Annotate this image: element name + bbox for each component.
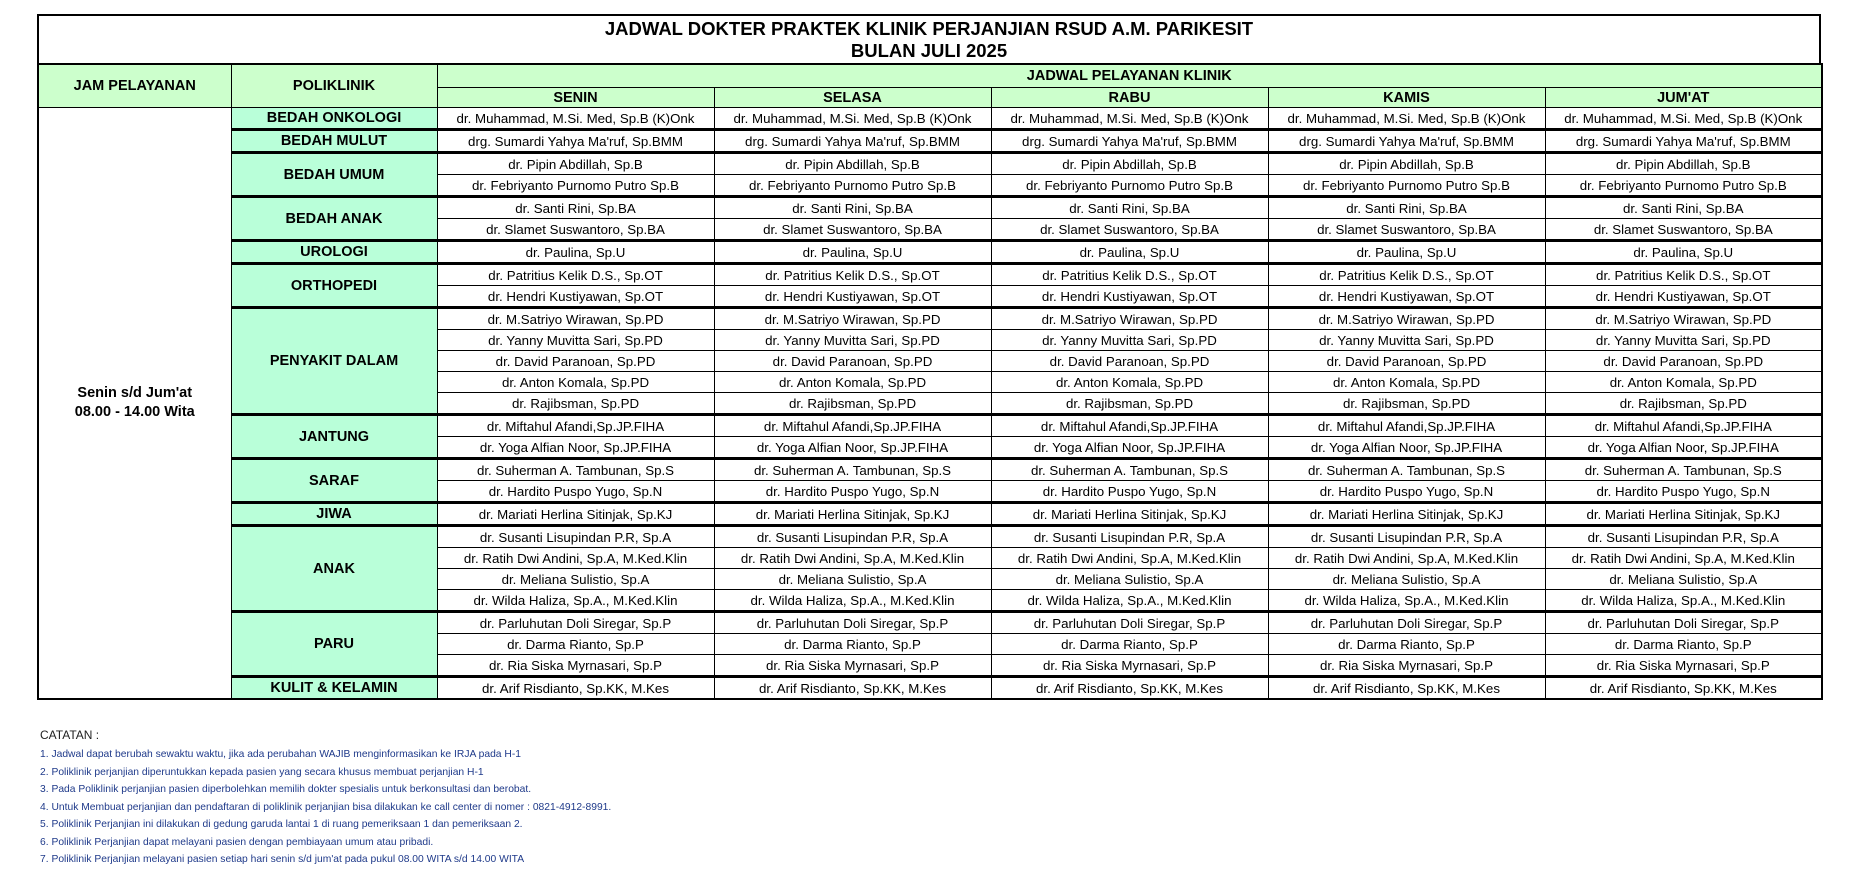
doctor-cell: dr. M.Satriyo Wirawan, Sp.PD xyxy=(1268,308,1545,330)
header-day: KAMIS xyxy=(1268,88,1545,108)
doctor-cell: dr. Febriyanto Purnomo Putro Sp.B xyxy=(1268,175,1545,197)
clinic-name: KULIT & KELAMIN xyxy=(231,677,437,700)
note-item: 3. Pada Poliklinik perjanjian pasien diperbolehkan memilih dokter spesialis untuk berkonsultasi dan berobat. xyxy=(40,784,532,795)
doctor-cell: dr. Paulina, Sp.U xyxy=(437,241,714,264)
clinic-name: SARAF xyxy=(231,459,437,503)
doctor-cell: dr. Parluhutan Doli Siregar, Sp.P xyxy=(437,612,714,634)
doctor-cell: dr. Meliana Sulistio, Sp.A xyxy=(1545,569,1822,590)
doctor-cell: dr. Darma Rianto, Sp.P xyxy=(1268,634,1545,655)
doctor-cell: dr. Slamet Suswantoro, Sp.BA xyxy=(1268,219,1545,241)
doctor-cell: dr. Anton Komala, Sp.PD xyxy=(1268,372,1545,393)
doctor-cell: dr. Yanny Muvitta Sari, Sp.PD xyxy=(437,330,714,351)
doctor-cell: dr. Rajibsman, Sp.PD xyxy=(991,393,1268,415)
schedule-sheet xyxy=(37,14,1821,700)
doctor-cell: dr. Muhammad, M.Si. Med, Sp.B (K)Onk xyxy=(991,108,1268,130)
clinic-name: JANTUNG xyxy=(231,415,437,459)
doctor-cell: dr. Anton Komala, Sp.PD xyxy=(437,372,714,393)
doctor-cell: dr. Arif Risdianto, Sp.KK, M.Kes xyxy=(714,677,991,700)
doctor-cell: dr. Yoga Alfian Noor, Sp.JP.FIHA xyxy=(437,437,714,459)
doctor-cell: dr. David Paranoan, Sp.PD xyxy=(991,351,1268,372)
doctor-cell: dr. Ratih Dwi Andini, Sp.A, M.Ked.Klin xyxy=(1268,548,1545,569)
doctor-cell: dr. Ria Siska Myrnasari, Sp.P xyxy=(714,655,991,677)
doctor-cell: dr. Yoga Alfian Noor, Sp.JP.FIHA xyxy=(1545,437,1822,459)
doctor-cell: dr. Yoga Alfian Noor, Sp.JP.FIHA xyxy=(1268,437,1545,459)
doctor-cell: dr. David Paranoan, Sp.PD xyxy=(437,351,714,372)
note-item: 6. Poliklinik Perjanjian dapat melayani pasien dengan pembiayaan umum atau pribadi. xyxy=(40,836,434,848)
table-row xyxy=(38,677,1822,700)
doctor-cell: dr. Susanti Lisupindan P.R, Sp.A xyxy=(1545,526,1822,548)
note-item: 4. Untuk Membuat perjanjian dan pendaftaran di poliklinik perjanjian bisa dilakukan ke call center di nomer : 0821-4912-8991. xyxy=(40,801,612,813)
doctor-cell: dr. Hardito Puspo Yugo, Sp.N xyxy=(714,481,991,503)
doctor-cell: dr. Pipin Abdillah, Sp.B xyxy=(991,153,1268,175)
doctor-cell: dr. Parluhutan Doli Siregar, Sp.P xyxy=(991,612,1268,634)
doctor-cell: dr. Suherman A. Tambunan, Sp.S xyxy=(991,459,1268,481)
doctor-cell: dr. Meliana Sulistio, Sp.A xyxy=(991,569,1268,590)
doctor-cell: dr. Yanny Muvitta Sari, Sp.PD xyxy=(991,330,1268,351)
doctor-cell: dr. Susanti Lisupindan P.R, Sp.A xyxy=(437,526,714,548)
doctor-cell: dr. Arif Risdianto, Sp.KK, M.Kes xyxy=(991,677,1268,700)
doctor-cell: dr. Mariati Herlina Sitinjak, Sp.KJ xyxy=(1268,503,1545,526)
doctor-cell: dr. Meliana Sulistio, Sp.A xyxy=(714,569,991,590)
doctor-cell: dr. M.Satriyo Wirawan, Sp.PD xyxy=(714,308,991,330)
doctor-cell: dr. Hardito Puspo Yugo, Sp.N xyxy=(1545,481,1822,503)
doctor-cell: dr. Hendri Kustiyawan, Sp.OT xyxy=(1545,286,1822,308)
doctor-cell: dr. Wilda Haliza, Sp.A., M.Ked.Klin xyxy=(714,590,991,612)
doctor-cell: dr. Anton Komala, Sp.PD xyxy=(991,372,1268,393)
header-day: SENIN xyxy=(437,88,714,108)
table-row xyxy=(38,526,1822,548)
doctor-cell: dr. Meliana Sulistio, Sp.A xyxy=(437,569,714,590)
doctor-cell: dr. M.Satriyo Wirawan, Sp.PD xyxy=(1545,308,1822,330)
doctor-cell: dr. Slamet Suswantoro, Sp.BA xyxy=(437,219,714,241)
clinic-name: PARU xyxy=(231,612,437,677)
doctor-cell: dr. Anton Komala, Sp.PD xyxy=(714,372,991,393)
doctor-cell: dr. Parluhutan Doli Siregar, Sp.P xyxy=(1545,612,1822,634)
clinic-name: ORTHOPEDI xyxy=(231,264,437,308)
table-row xyxy=(38,130,1822,153)
doctor-cell: dr. Pipin Abdillah, Sp.B xyxy=(1268,153,1545,175)
doctor-cell: dr. Mariati Herlina Sitinjak, Sp.KJ xyxy=(437,503,714,526)
doctor-cell: dr. Rajibsman, Sp.PD xyxy=(1545,393,1822,415)
note-item: 1. Jadwal dapat berubah sewaktu waktu, jika ada perubahan WAJIB menginformasikan ke IRJA pada H-1 xyxy=(40,749,521,760)
schedule-title-box xyxy=(37,14,1821,63)
clinic-name: PENYAKIT DALAM xyxy=(231,308,437,415)
doctor-cell: drg. Sumardi Yahya Ma'ruf, Sp.BMM xyxy=(1268,130,1545,153)
doctor-cell: drg. Sumardi Yahya Ma'ruf, Sp.BMM xyxy=(437,130,714,153)
table-row xyxy=(38,503,1822,526)
clinic-name: BEDAH ANAK xyxy=(231,197,437,241)
doctor-cell: dr. Yoga Alfian Noor, Sp.JP.FIHA xyxy=(991,437,1268,459)
doctor-cell: dr. Hendri Kustiyawan, Sp.OT xyxy=(991,286,1268,308)
header-jadwal-pelayanan: JADWAL PELAYANAN KLINIK xyxy=(437,64,1822,88)
service-hours-cell xyxy=(38,108,231,700)
doctor-cell: dr. Ratih Dwi Andini, Sp.A, M.Ked.Klin xyxy=(1545,548,1822,569)
doctor-cell: dr. Meliana Sulistio, Sp.A xyxy=(1268,569,1545,590)
header-jam-pelayanan: JAM PELAYANAN xyxy=(38,64,231,108)
doctor-cell: dr. Wilda Haliza, Sp.A., M.Ked.Klin xyxy=(991,590,1268,612)
doctor-cell: dr. Arif Risdianto, Sp.KK, M.Kes xyxy=(1545,677,1822,700)
doctor-cell: dr. Paulina, Sp.U xyxy=(714,241,991,264)
doctor-cell: dr. Hardito Puspo Yugo, Sp.N xyxy=(1268,481,1545,503)
doctor-cell: dr. Patritius Kelik D.S., Sp.OT xyxy=(1545,264,1822,286)
doctor-cell: drg. Sumardi Yahya Ma'ruf, Sp.BMM xyxy=(991,130,1268,153)
doctor-cell: dr. Pipin Abdillah, Sp.B xyxy=(437,153,714,175)
doctor-cell: dr. Muhammad, M.Si. Med, Sp.B (K)Onk xyxy=(1545,108,1822,130)
doctor-cell: dr. Santi Rini, Sp.BA xyxy=(1268,197,1545,219)
doctor-cell: dr. Paulina, Sp.U xyxy=(1268,241,1545,264)
doctor-cell: dr. Rajibsman, Sp.PD xyxy=(437,393,714,415)
doctor-cell: dr. Pipin Abdillah, Sp.B xyxy=(714,153,991,175)
doctor-cell: dr. Suherman A. Tambunan, Sp.S xyxy=(714,459,991,481)
doctor-cell: dr. Patritius Kelik D.S., Sp.OT xyxy=(714,264,991,286)
table-row xyxy=(38,108,1822,130)
doctor-cell: dr. Arif Risdianto, Sp.KK, M.Kes xyxy=(1268,677,1545,700)
doctor-cell: dr. Darma Rianto, Sp.P xyxy=(437,634,714,655)
doctor-cell: dr. Febriyanto Purnomo Putro Sp.B xyxy=(437,175,714,197)
doctor-cell: dr. Suherman A. Tambunan, Sp.S xyxy=(1545,459,1822,481)
header-day: SELASA xyxy=(714,88,991,108)
doctor-cell: dr. Ratih Dwi Andini, Sp.A, M.Ked.Klin xyxy=(714,548,991,569)
doctor-cell: dr. Miftahul Afandi,Sp.JP.FIHA xyxy=(1268,415,1545,437)
header-poliklinik: POLIKLINIK xyxy=(231,64,437,108)
doctor-cell: dr. Mariati Herlina Sitinjak, Sp.KJ xyxy=(714,503,991,526)
doctor-cell: drg. Sumardi Yahya Ma'ruf, Sp.BMM xyxy=(1545,130,1822,153)
clinic-name: ANAK xyxy=(231,526,437,612)
doctor-cell: dr. Paulina, Sp.U xyxy=(1545,241,1822,264)
doctor-cell: dr. Patritius Kelik D.S., Sp.OT xyxy=(1268,264,1545,286)
doctor-cell: dr. Arif Risdianto, Sp.KK, M.Kes xyxy=(437,677,714,700)
doctor-cell: dr. Mariati Herlina Sitinjak, Sp.KJ xyxy=(991,503,1268,526)
doctor-cell: dr. Febriyanto Purnomo Putro Sp.B xyxy=(714,175,991,197)
doctor-cell: dr. Suherman A. Tambunan, Sp.S xyxy=(1268,459,1545,481)
doctor-cell: dr. Ratih Dwi Andini, Sp.A, M.Ked.Klin xyxy=(437,548,714,569)
doctor-cell: dr. Slamet Suswantoro, Sp.BA xyxy=(1545,219,1822,241)
doctor-cell: dr. Hendri Kustiyawan, Sp.OT xyxy=(437,286,714,308)
clinic-name: BEDAH UMUM xyxy=(231,153,437,197)
doctor-cell: dr. Mariati Herlina Sitinjak, Sp.KJ xyxy=(1545,503,1822,526)
table-row xyxy=(38,241,1822,264)
table-row xyxy=(38,459,1822,481)
doctor-cell: dr. Suherman A. Tambunan, Sp.S xyxy=(437,459,714,481)
doctor-cell: dr. M.Satriyo Wirawan, Sp.PD xyxy=(991,308,1268,330)
doctor-cell: dr. Ria Siska Myrnasari, Sp.P xyxy=(1545,655,1822,677)
doctor-cell: dr. Patritius Kelik D.S., Sp.OT xyxy=(437,264,714,286)
doctor-cell: dr. David Paranoan, Sp.PD xyxy=(1268,351,1545,372)
doctor-cell: dr. Darma Rianto, Sp.P xyxy=(991,634,1268,655)
notes-heading: CATATAN : xyxy=(40,728,100,742)
note-item: 7. Poliklinik Perjanjian melayani pasien setiap hari senin s/d jum'at pada pukul 08.00 WITA s/d 14.00 WITA xyxy=(40,854,525,865)
table-row xyxy=(38,153,1822,175)
table-row xyxy=(38,197,1822,219)
doctor-cell: dr. Wilda Haliza, Sp.A., M.Ked.Klin xyxy=(1545,590,1822,612)
doctor-cell: dr. Parluhutan Doli Siregar, Sp.P xyxy=(714,612,991,634)
doctor-cell: dr. Yanny Muvitta Sari, Sp.PD xyxy=(714,330,991,351)
doctor-cell: dr. Hardito Puspo Yugo, Sp.N xyxy=(991,481,1268,503)
doctor-cell: dr. Patritius Kelik D.S., Sp.OT xyxy=(991,264,1268,286)
doctor-cell: dr. Yanny Muvitta Sari, Sp.PD xyxy=(1545,330,1822,351)
clinic-name: BEDAH ONKOLOGI xyxy=(231,108,437,130)
doctor-cell: dr. Slamet Suswantoro, Sp.BA xyxy=(714,219,991,241)
schedule-body xyxy=(38,108,1822,700)
doctor-cell: dr. Pipin Abdillah, Sp.B xyxy=(1545,153,1822,175)
schedule-table xyxy=(37,63,1823,700)
notes-section xyxy=(40,728,611,869)
doctor-cell: dr. Santi Rini, Sp.BA xyxy=(991,197,1268,219)
doctor-cell: dr. Darma Rianto, Sp.P xyxy=(714,634,991,655)
doctor-cell: dr. Febriyanto Purnomo Putro Sp.B xyxy=(1545,175,1822,197)
doctor-cell: dr. Febriyanto Purnomo Putro Sp.B xyxy=(991,175,1268,197)
doctor-cell: dr. Susanti Lisupindan P.R, Sp.A xyxy=(714,526,991,548)
doctor-cell: drg. Sumardi Yahya Ma'ruf, Sp.BMM xyxy=(714,130,991,153)
doctor-cell: dr. Rajibsman, Sp.PD xyxy=(714,393,991,415)
doctor-cell: dr. Hendri Kustiyawan, Sp.OT xyxy=(1268,286,1545,308)
doctor-cell: dr. Ratih Dwi Andini, Sp.A, M.Ked.Klin xyxy=(991,548,1268,569)
note-item: 2. Poliklinik perjanjian diperuntukkan kepada pasien yang secara khusus membuat perjanjian H-1 xyxy=(40,766,484,778)
doctor-cell: dr. Hardito Puspo Yugo, Sp.N xyxy=(437,481,714,503)
doctor-cell: dr. Miftahul Afandi,Sp.JP.FIHA xyxy=(714,415,991,437)
service-days: Senin s/d Jum'at xyxy=(77,385,193,401)
doctor-cell: dr. Miftahul Afandi,Sp.JP.FIHA xyxy=(1545,415,1822,437)
doctor-cell: dr. Wilda Haliza, Sp.A., M.Ked.Klin xyxy=(437,590,714,612)
doctor-cell: dr. Susanti Lisupindan P.R, Sp.A xyxy=(991,526,1268,548)
service-time: 08.00 - 14.00 Wita xyxy=(74,404,195,420)
table-row xyxy=(38,612,1822,634)
doctor-cell: dr. Miftahul Afandi,Sp.JP.FIHA xyxy=(437,415,714,437)
doctor-cell: dr. Parluhutan Doli Siregar, Sp.P xyxy=(1268,612,1545,634)
doctor-cell: dr. Paulina, Sp.U xyxy=(991,241,1268,264)
doctor-cell: dr. Wilda Haliza, Sp.A., M.Ked.Klin xyxy=(1268,590,1545,612)
table-row xyxy=(38,264,1822,286)
doctor-cell: dr. Santi Rini, Sp.BA xyxy=(437,197,714,219)
doctor-cell: dr. Hendri Kustiyawan, Sp.OT xyxy=(714,286,991,308)
table-row xyxy=(38,308,1822,330)
doctor-cell: dr. David Paranoan, Sp.PD xyxy=(1545,351,1822,372)
clinic-name: JIWA xyxy=(231,503,437,526)
schedule-month: BULAN JULI 2025 xyxy=(850,40,1008,61)
note-item: 5. Poliklinik Perjanjian ini dilakukan di gedung garuda lantai 1 di ruang pemeriksaan 1 dan pemeriksaan 2. xyxy=(40,819,523,830)
doctor-cell: dr. Muhammad, M.Si. Med, Sp.B (K)Onk xyxy=(714,108,991,130)
clinic-name: UROLOGI xyxy=(231,241,437,264)
doctor-cell: dr. Muhammad, M.Si. Med, Sp.B (K)Onk xyxy=(437,108,714,130)
schedule-title: JADWAL DOKTER PRAKTEK KLINIK PERJANJIAN RSUD A.M. PARIKESIT xyxy=(604,18,1254,39)
doctor-cell: dr. Anton Komala, Sp.PD xyxy=(1545,372,1822,393)
doctor-cell: dr. Ria Siska Myrnasari, Sp.P xyxy=(1268,655,1545,677)
doctor-cell: dr. Ria Siska Myrnasari, Sp.P xyxy=(991,655,1268,677)
doctor-cell: dr. Miftahul Afandi,Sp.JP.FIHA xyxy=(991,415,1268,437)
doctor-cell: dr. Muhammad, M.Si. Med, Sp.B (K)Onk xyxy=(1268,108,1545,130)
clinic-name: BEDAH MULUT xyxy=(231,130,437,153)
doctor-cell: dr. Yoga Alfian Noor, Sp.JP.FIHA xyxy=(714,437,991,459)
doctor-cell: dr. Yanny Muvitta Sari, Sp.PD xyxy=(1268,330,1545,351)
header-day: RABU xyxy=(991,88,1268,108)
doctor-cell: dr. Rajibsman, Sp.PD xyxy=(1268,393,1545,415)
doctor-cell: dr. M.Satriyo Wirawan, Sp.PD xyxy=(437,308,714,330)
header-day: JUM'AT xyxy=(1545,88,1822,108)
doctor-cell: dr. Ria Siska Myrnasari, Sp.P xyxy=(437,655,714,677)
doctor-cell: dr. Darma Rianto, Sp.P xyxy=(1545,634,1822,655)
doctor-cell: dr. Susanti Lisupindan P.R, Sp.A xyxy=(1268,526,1545,548)
doctor-cell: dr. Slamet Suswantoro, Sp.BA xyxy=(991,219,1268,241)
table-row xyxy=(38,415,1822,437)
doctor-cell: dr. David Paranoan, Sp.PD xyxy=(714,351,991,372)
doctor-cell: dr. Santi Rini, Sp.BA xyxy=(1545,197,1822,219)
doctor-cell: dr. Santi Rini, Sp.BA xyxy=(714,197,991,219)
